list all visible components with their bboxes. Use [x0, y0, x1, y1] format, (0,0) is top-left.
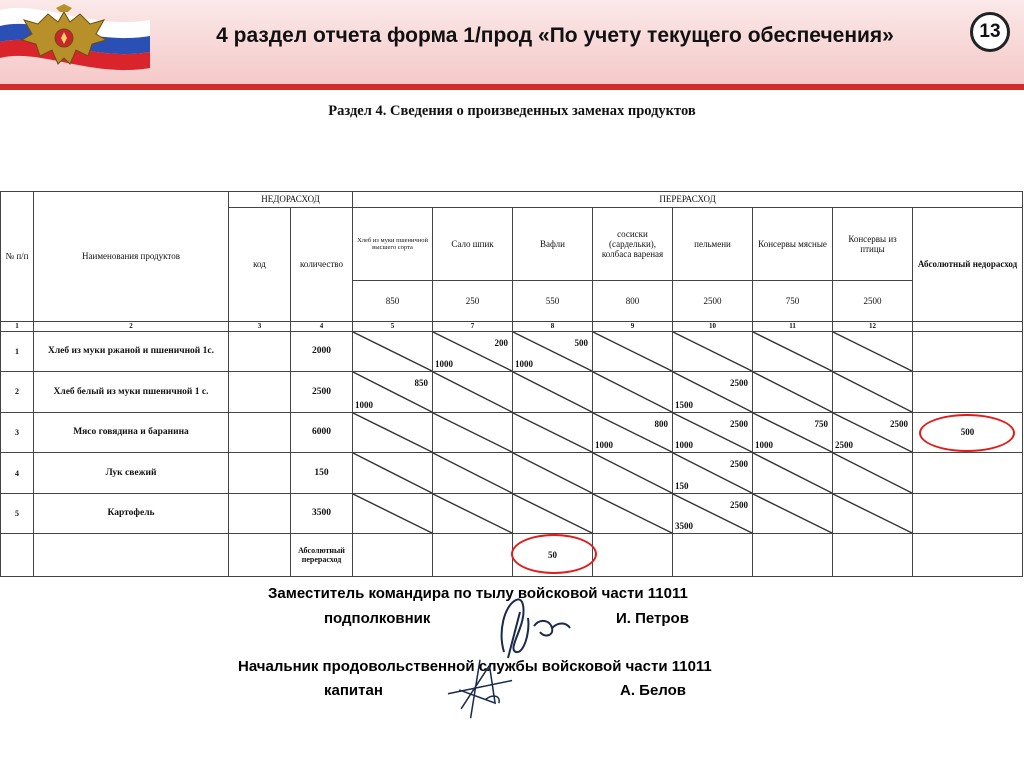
norm-cell: 2500	[833, 281, 913, 322]
abs-underspend-cell: 500	[913, 412, 1023, 453]
substitution-bottom-value: 3500	[675, 521, 694, 532]
substitution-top-value: 850	[414, 378, 429, 389]
substitution-cell	[513, 412, 593, 453]
code-cell	[229, 372, 291, 413]
header-over-col: Сало шпик	[433, 208, 513, 281]
table-row	[1, 412, 1023, 453]
empty-cell	[593, 534, 673, 577]
substitution-cell	[513, 372, 593, 413]
abs-underspend-cell	[913, 331, 1023, 372]
substitution-cell	[433, 331, 513, 372]
empty-cell	[34, 534, 229, 577]
empty-cell	[753, 534, 833, 577]
substitution-cell	[593, 372, 673, 413]
substitution-cell	[593, 453, 673, 494]
table-row	[1, 493, 1023, 534]
header-code: код	[229, 208, 291, 321]
table-row	[1, 453, 1023, 494]
row-number: 3	[1, 412, 34, 453]
signature-name-1: И. Петров	[616, 610, 689, 627]
quantity-cell: 6000	[291, 412, 353, 453]
column-number: 2	[34, 321, 229, 331]
empty-cell	[673, 534, 753, 577]
column-number: 5	[353, 321, 433, 331]
header-quantity: количество	[291, 208, 353, 321]
norm-cell: 550	[513, 281, 593, 322]
column-number: 10	[673, 321, 753, 331]
substitution-bottom-value: 1000	[355, 399, 374, 410]
substitution-top-value: 2500	[890, 418, 909, 429]
header-divider	[0, 84, 1024, 90]
substitution-cell	[353, 412, 433, 453]
substitution-bottom-value: 150	[675, 480, 689, 491]
substitution-top-value: 2500	[730, 418, 749, 429]
substitution-top-value: 200	[494, 337, 509, 348]
product-name: Мясо говядина и баранина	[34, 412, 229, 453]
substitution-top-value: 2500	[730, 499, 749, 510]
slide-title: 4 раздел отчета форма 1/прод «По учету текущего обеспечения»	[216, 24, 894, 47]
slide-header	[0, 0, 1024, 88]
signature-title-2: Начальник продовольственной службы войсковой части 11011	[238, 658, 712, 675]
header-over-col: сосиски (сардельки), колбаса вареная	[593, 208, 673, 281]
substitution-bottom-value: 1000	[755, 440, 774, 451]
column-number: 1	[1, 321, 34, 331]
empty-cell	[913, 534, 1023, 577]
substitution-cell	[673, 331, 753, 372]
column-number: 7	[433, 321, 513, 331]
handwritten-signature-1	[490, 592, 580, 662]
empty-cell	[833, 534, 913, 577]
substitution-bottom-value: 1500	[675, 399, 694, 410]
highlight-ellipse-abs-overspend	[511, 534, 597, 574]
substitution-cell	[353, 453, 433, 494]
substitution-cell	[753, 412, 833, 453]
header-num: № п/п	[1, 192, 34, 322]
substitution-cell	[673, 493, 753, 534]
substitution-bottom-value: 1000	[435, 358, 454, 369]
column-number: 4	[291, 321, 353, 331]
substitution-top-value: 2500	[730, 459, 749, 470]
substitution-cell	[593, 331, 673, 372]
substitution-cell	[833, 412, 913, 453]
double-headed-eagle-emblem	[18, 4, 110, 76]
product-name: Лук свежий	[34, 453, 229, 494]
empty-cell	[229, 534, 291, 577]
substitution-bottom-value: 1000	[595, 440, 614, 451]
product-name: Хлеб белый из муки пшеничной 1 с.	[34, 372, 229, 413]
page-number-badge: 13	[970, 12, 1010, 52]
header-over-col: Вафли	[513, 208, 593, 281]
section-title: Раздел 4. Сведения о произведенных заменах продуктов	[328, 103, 696, 119]
substitution-top-value: 800	[654, 418, 669, 429]
abs-underspend-cell	[913, 372, 1023, 413]
table-header-row-groups	[1, 192, 1023, 208]
substitution-cell	[513, 331, 593, 372]
column-number: 11	[753, 321, 833, 331]
product-name: Хлеб из муки ржаной и пшеничной 1с.	[34, 331, 229, 372]
substitution-cell	[673, 412, 753, 453]
substitution-cell	[833, 331, 913, 372]
quantity-cell: 2500	[291, 372, 353, 413]
header-over-col: Консервы из птицы	[833, 208, 913, 281]
norm-cell: 750	[753, 281, 833, 322]
abs-overspend-value: 50	[513, 534, 593, 577]
substitution-cell	[753, 493, 833, 534]
abs-underspend-cell	[913, 453, 1023, 494]
substitution-cell	[673, 372, 753, 413]
substitution-cell	[593, 412, 673, 453]
header-abs-underspend: Абсолютный недорасход	[913, 208, 1023, 321]
substitution-bottom-value: 1000	[675, 440, 694, 451]
substitution-top-value: 750	[814, 418, 829, 429]
abs-underspend-cell	[913, 493, 1023, 534]
column-number: 9	[593, 321, 673, 331]
handwritten-signature-2	[440, 656, 520, 722]
substitution-cell	[833, 453, 913, 494]
substitution-cell	[353, 372, 433, 413]
quantity-cell: 3500	[291, 493, 353, 534]
column-number: 3	[229, 321, 291, 331]
substitution-cell	[833, 493, 913, 534]
header-over-col: Консервы мясные	[753, 208, 833, 281]
code-cell	[229, 331, 291, 372]
row-number: 4	[1, 453, 34, 494]
substitution-cell	[513, 453, 593, 494]
substitution-top-value: 500	[574, 337, 589, 348]
signature-title-1: Заместитель командира по тылу войсковой части 11011	[268, 585, 688, 602]
row-number: 2	[1, 372, 34, 413]
header-underspend: НЕДОРАСХОД	[229, 192, 353, 208]
norm-cell: 250	[433, 281, 513, 322]
column-number	[913, 321, 1023, 331]
quantity-cell: 2000	[291, 331, 353, 372]
substitution-bottom-value: 1000	[515, 358, 534, 369]
substitution-cell	[593, 493, 673, 534]
empty-cell	[433, 534, 513, 577]
column-number: 12	[833, 321, 913, 331]
substitution-report-table	[0, 191, 1023, 577]
substitution-cell	[513, 493, 593, 534]
highlight-ellipse-abs-underspend	[919, 414, 1015, 452]
signature-name-2: А. Белов	[620, 682, 687, 699]
substitution-cell	[833, 372, 913, 413]
signature-rank-2: капитан	[324, 682, 383, 699]
empty-cell	[1, 534, 34, 577]
substitution-cell	[433, 453, 513, 494]
code-cell	[229, 412, 291, 453]
substitution-cell	[673, 453, 753, 494]
product-name: Картофель	[34, 493, 229, 534]
substitution-cell	[433, 493, 513, 534]
substitution-cell	[433, 372, 513, 413]
code-cell	[229, 493, 291, 534]
table-body	[1, 331, 1023, 534]
substitution-cell	[353, 493, 433, 534]
row-number: 1	[1, 331, 34, 372]
substitution-cell	[433, 412, 513, 453]
header-over-col: Хлеб из муки пшеничной высшего сорта	[353, 208, 433, 281]
substitution-cell	[353, 331, 433, 372]
substitution-cell	[753, 331, 833, 372]
substitution-cell	[753, 453, 833, 494]
substitution-top-value: 2500	[730, 378, 749, 389]
norm-cell: 2500	[673, 281, 753, 322]
header-over-col: пельмени	[673, 208, 753, 281]
substitution-bottom-value: 2500	[835, 440, 854, 451]
column-number: 8	[513, 321, 593, 331]
substitution-cell	[753, 372, 833, 413]
header-overspend: ПЕРЕРАСХОД	[353, 192, 1023, 208]
table-row	[1, 372, 1023, 413]
header-product-name: Наименования продуктов	[34, 192, 229, 322]
norm-cell: 850	[353, 281, 433, 322]
code-cell	[229, 453, 291, 494]
empty-cell	[353, 534, 433, 577]
signature-rank-1: подполковник	[324, 610, 431, 627]
row-number: 5	[1, 493, 34, 534]
table-row	[1, 331, 1023, 372]
quantity-cell: 150	[291, 453, 353, 494]
norm-cell: 800	[593, 281, 673, 322]
column-number-row	[1, 321, 1023, 331]
abs-overspend-label: Абсолютный перерасход	[291, 534, 353, 577]
